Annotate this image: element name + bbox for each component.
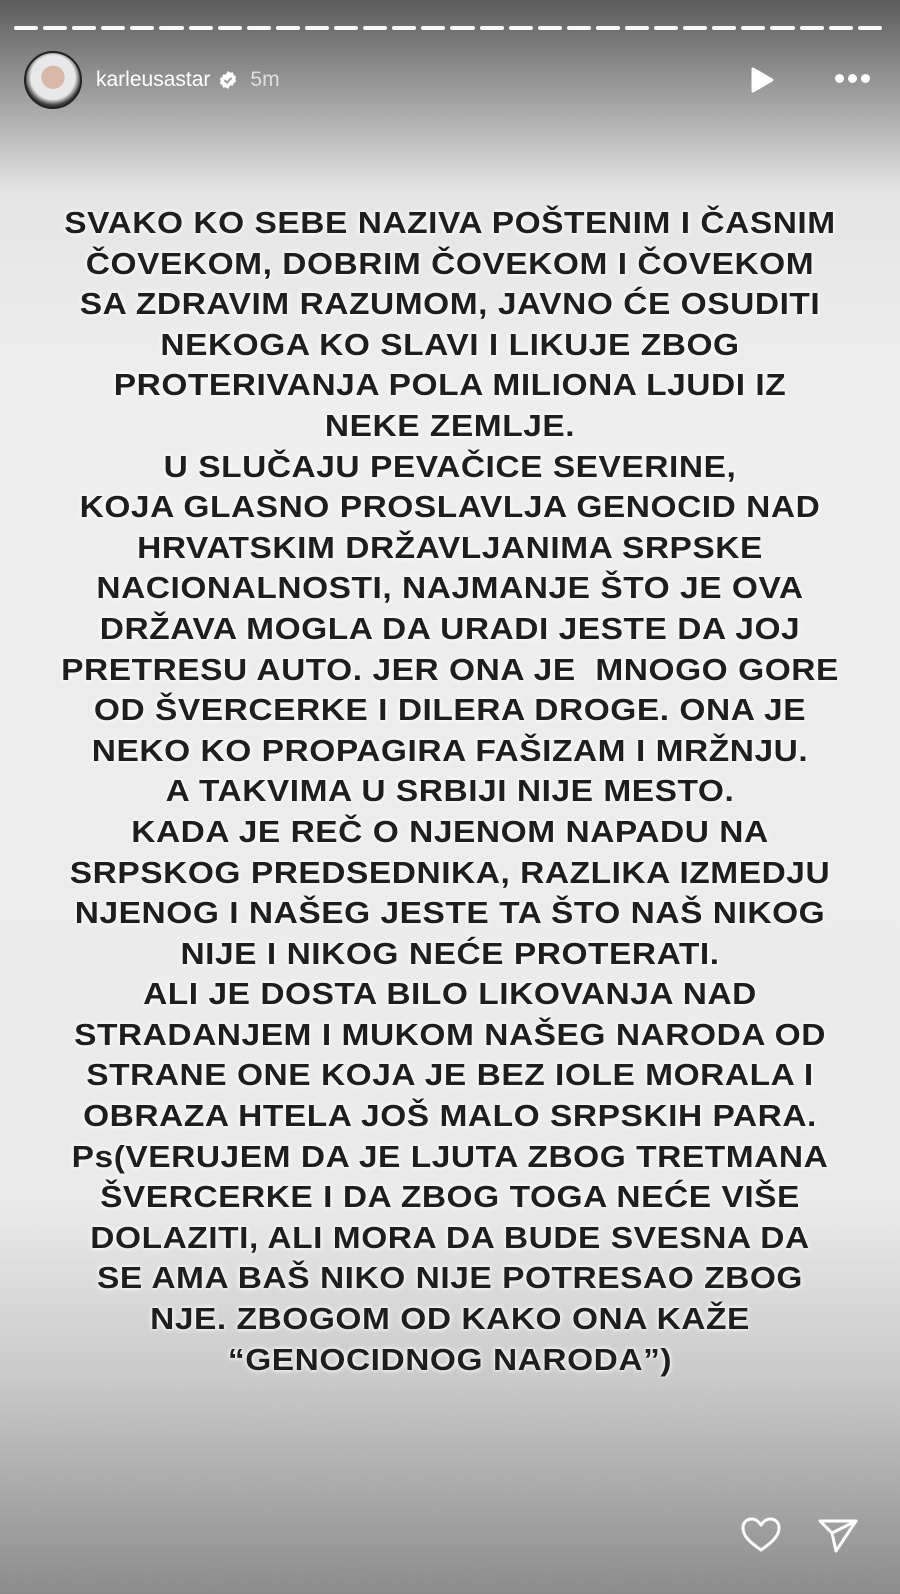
story-text-line: NEKOGA KO SLAVI I LIKUJE ZBOG [160, 326, 740, 362]
progress-segment [334, 26, 358, 30]
story-text-line: A TAKVIMA U SRBIJI NIJE MESTO. [165, 773, 735, 809]
progress-segment [159, 26, 183, 30]
progress-segment [305, 26, 329, 30]
play-icon[interactable] [750, 67, 774, 93]
progress-segment [712, 26, 736, 30]
heart-icon[interactable] [740, 1516, 782, 1554]
story-text-line: KOJA GLASNO PROSLAVLJA GENOCID NAD [79, 489, 821, 525]
progress-segment [101, 26, 125, 30]
progress-segment [247, 26, 271, 30]
story-text-line: SVAKO KO SEBE NAZIVA POŠTENIM I ČASNIM [64, 205, 836, 240]
progress-segment [567, 26, 591, 30]
verified-badge-icon [218, 70, 238, 90]
story-text-line: NEKE ZEMLJE. [324, 407, 576, 443]
story-text-line: OBRAZA HTELA JOŠ MALO SRPSKIH PARA. [83, 1098, 817, 1134]
progress-segment [14, 26, 38, 30]
story-text-line: SE AMA BAŠ NIKO NIJE POTRESAO ZBOG [96, 1260, 804, 1296]
story-text-line: NEKO KO PROPAGIRA FAŠIZAM I MRŽNJU. [91, 732, 809, 768]
progress-segment [130, 26, 154, 30]
story-text-line: STRADANJEM I MUKOM NAŠEG NARODA OD [74, 1016, 826, 1052]
progress-segment [596, 26, 620, 30]
progress-segment [800, 26, 824, 30]
username[interactable]: karleusastar [96, 68, 211, 91]
story-text-line: DRŽAVA MOGLA DA URADI JESTE DA JOJ [99, 610, 801, 646]
story-text-line: DOLAZITI, ALI MORA DA BUDE SVESNA DA [90, 1219, 810, 1255]
story-text-line: NJE. ZBOGOM OD KAKO ONA KAŽE [150, 1301, 750, 1337]
progress-segment [509, 26, 533, 30]
post-time: 5m [250, 68, 280, 91]
story-text-line: ŠVERCERKE I DA ZBOG TOGA NEĆE VIŠE [100, 1179, 800, 1215]
progress-segment [189, 26, 213, 30]
progress-segment [480, 26, 504, 30]
story-text-line: OD ŠVERCERKE I DILERA DROGE. ONA JE [93, 692, 807, 728]
story-text-line: NACIONALNOSTI, NAJMANJE ŠTO JE OVA [96, 570, 804, 606]
progress-segment [218, 26, 242, 30]
progress-segment [625, 26, 649, 30]
progress-segment [538, 26, 562, 30]
story-text [0, 203, 900, 1380]
progress-segment [72, 26, 96, 30]
progress-segment [363, 26, 387, 30]
send-icon[interactable] [817, 1518, 859, 1554]
progress-segment [421, 26, 445, 30]
story-text-line: NIJE I NIKOG NEĆE PROTERATI. [180, 935, 720, 971]
story-text-line: PRETRESU AUTO. JER ONA JE MNOGO GORE [61, 651, 839, 687]
avatar[interactable] [24, 51, 82, 109]
story-progress-bar [14, 26, 882, 30]
story-text-line: STRANE ONE KOJA JE BEZ IOLE MORALA I [86, 1057, 814, 1093]
story-text-line: KADA JE REČ O NJENOM NAPADU NA [131, 813, 769, 849]
progress-segment [741, 26, 765, 30]
progress-segment [770, 26, 794, 30]
story-text-line: NJENOG I NAŠEG JESTE TA ŠTO NAŠ NIKOG [74, 895, 826, 931]
more-icon[interactable] [835, 74, 870, 83]
story-text-line: “GENOCIDNOG NARODA”) [227, 1341, 673, 1377]
progress-segment [829, 26, 853, 30]
story-text-line: Ps(VERUJEM DA JE LJUTA ZBOG TRETMANA [71, 1138, 829, 1174]
story-text-line: U SLUČAJU PEVAČICE SEVERINE, [163, 448, 737, 484]
progress-segment [43, 26, 67, 30]
progress-segment [654, 26, 678, 30]
progress-segment [858, 26, 882, 30]
story-text-line: ALI JE DOSTA BILO LIKOVANJA NAD [143, 976, 757, 1012]
progress-segment [683, 26, 707, 30]
progress-segment [450, 26, 474, 30]
progress-segment [392, 26, 416, 30]
story-header [24, 50, 876, 110]
story-text-line: SA ZDRAVIM RAZUMOM, JAVNO ĆE OSUDITI [79, 286, 821, 322]
progress-segment [276, 26, 300, 30]
story-text-line: ČOVEKOM, DOBRIM ČOVEKOM I ČOVEKOM [85, 245, 815, 281]
story-text-line: HRVATSKIM DRŽAVLJANIMA SRPSKE [137, 529, 763, 565]
story-text-line: SRPSKOG PREDSEDNIKA, RAZLIKA IZMEDJU [69, 854, 831, 890]
story-text-line: PROTERIVANJA POLA MILIONA LJUDI IZ [113, 367, 787, 403]
